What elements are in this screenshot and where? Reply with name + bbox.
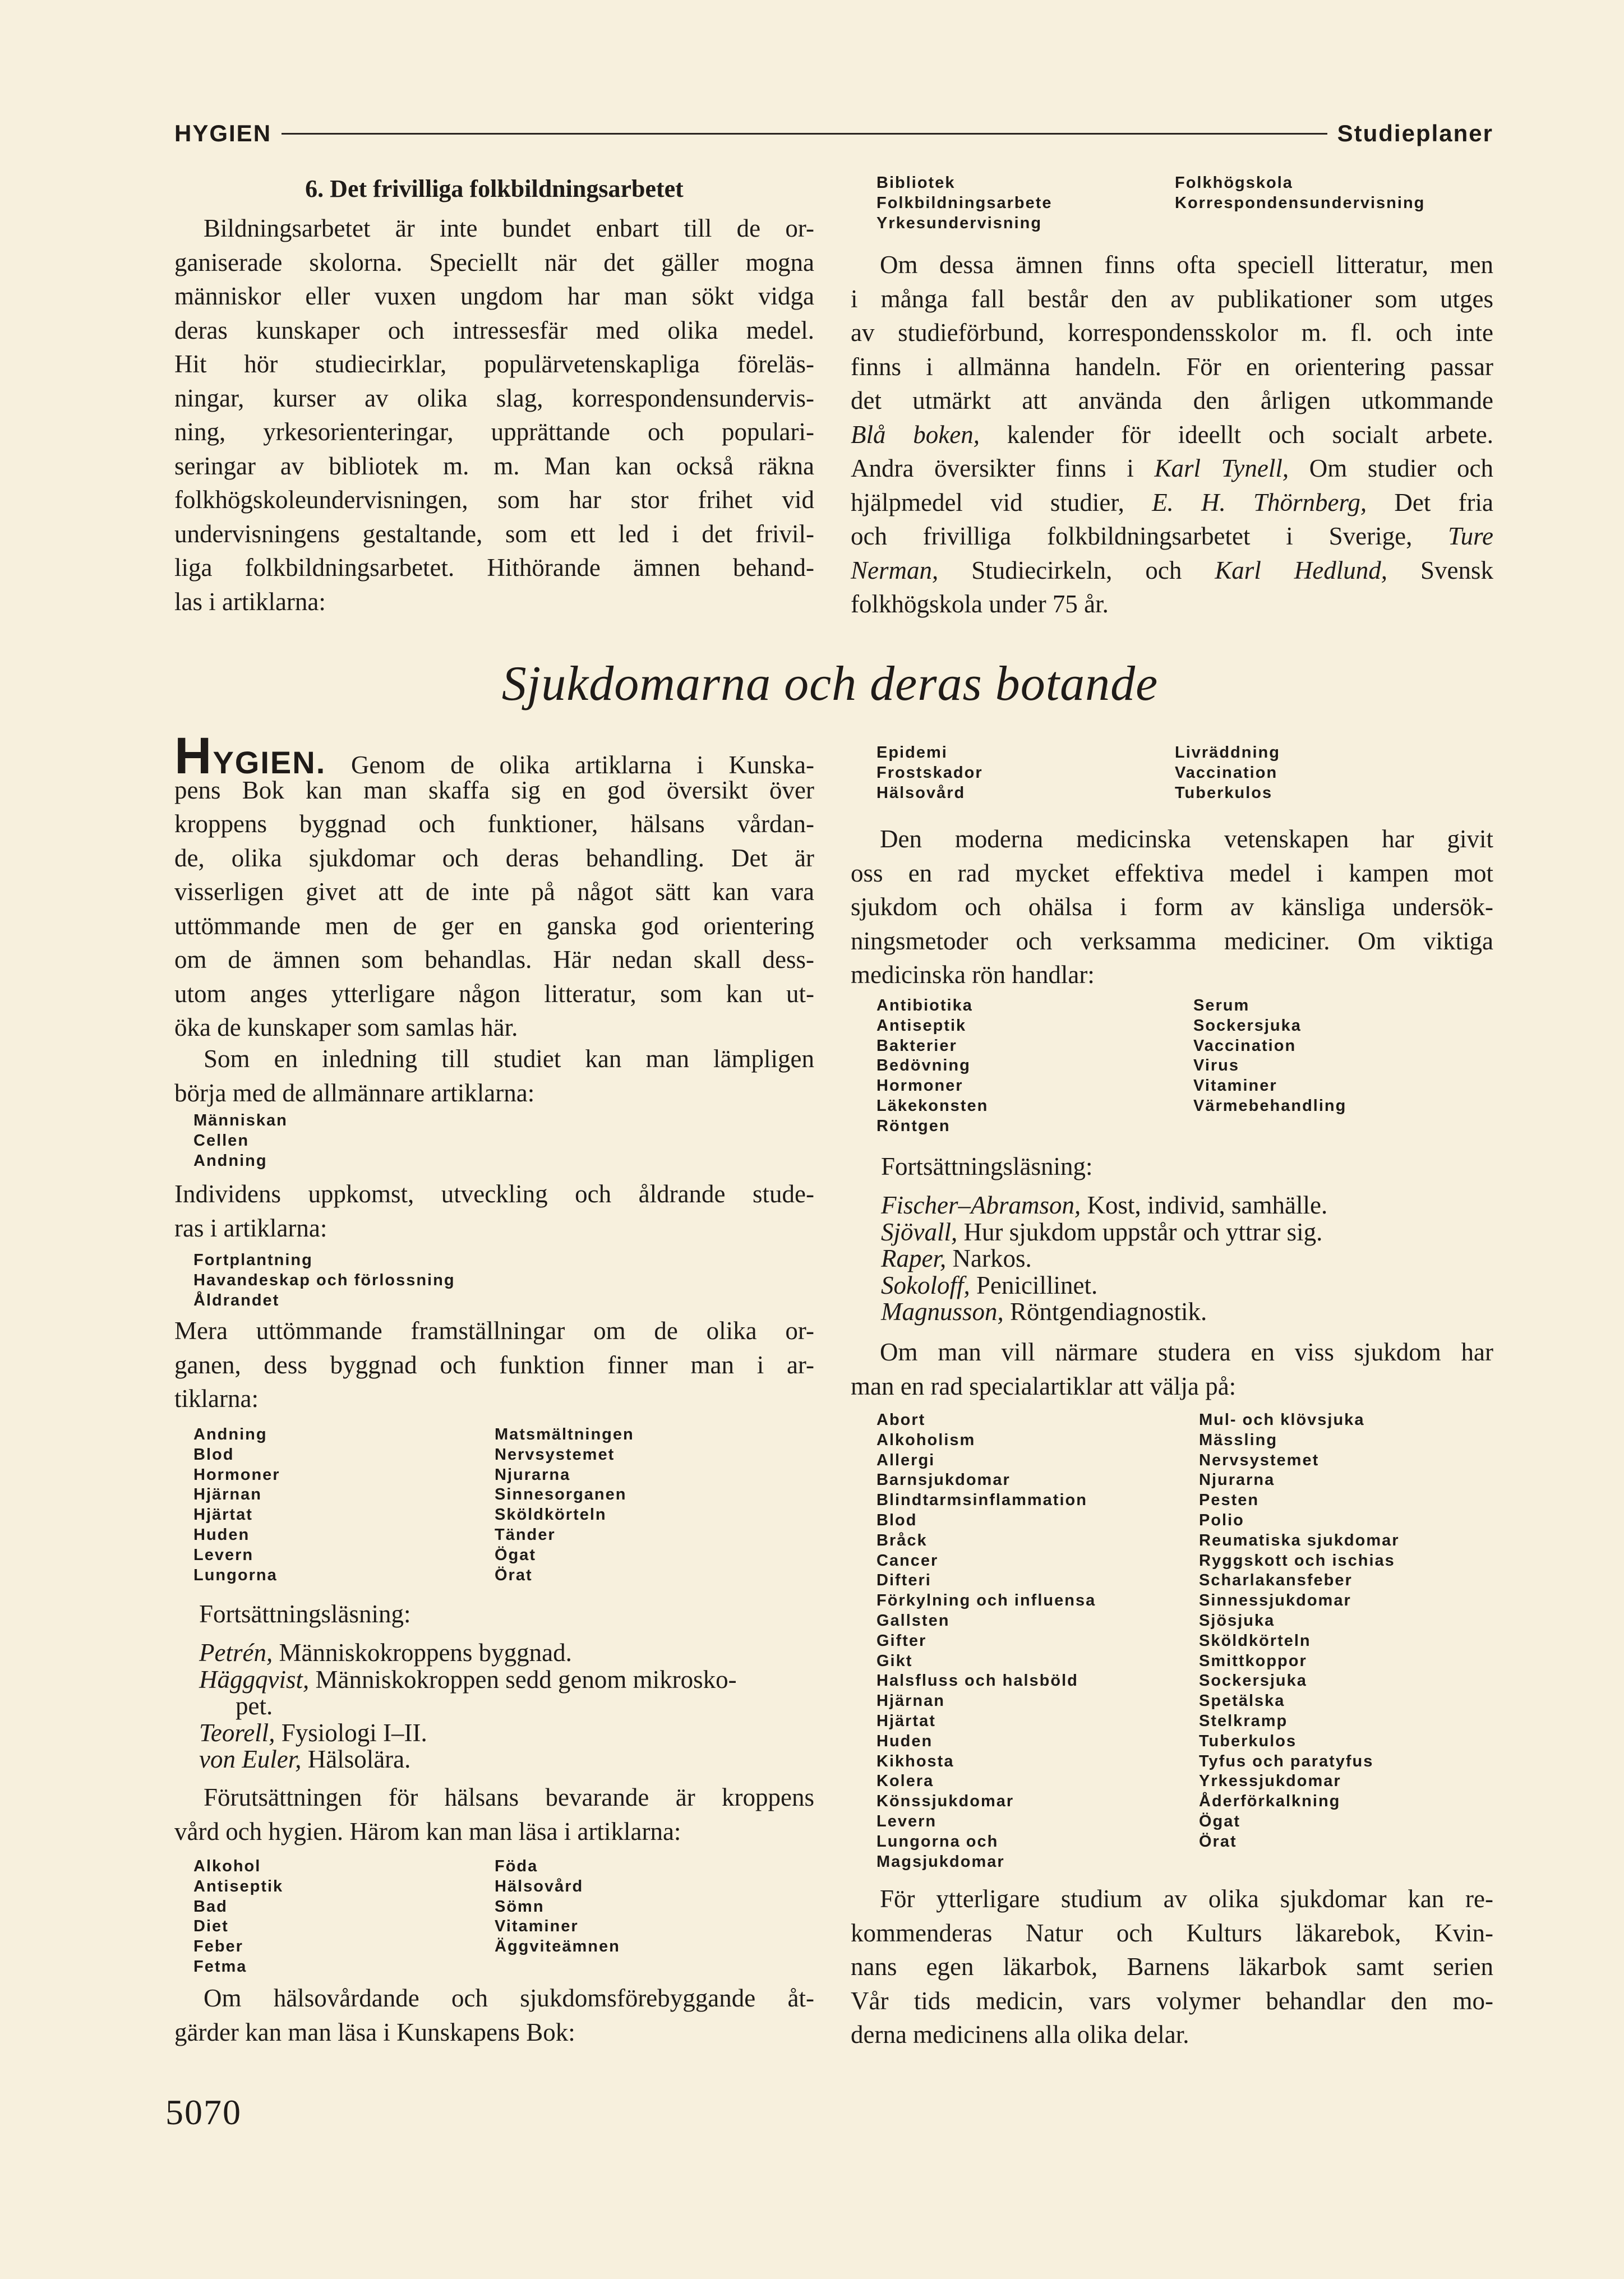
reference-item: [199, 1640, 737, 1667]
article-list: [876, 996, 1346, 1137]
italic-text: Nerman,: [851, 556, 939, 584]
list-item: Kolera: [876, 1772, 934, 1791]
list-item: Folkhögskola: [1175, 174, 1293, 192]
list-item: Föda: [495, 1857, 538, 1875]
text-line: ganen, dess byggnad och funktion finner man i ar-: [174, 1350, 814, 1379]
text-line: börja med de allmännare artiklarna:: [174, 1078, 535, 1107]
list-item: Yrkessjukdomar: [1199, 1772, 1341, 1791]
list-item: Örat: [1199, 1832, 1237, 1851]
text-line: [851, 451, 1493, 486]
article-column: [876, 1410, 1199, 1872]
text-segment: Hur sjukdom uppstår och yttrar sig.: [957, 1217, 1323, 1246]
article-column: [1199, 1410, 1400, 1872]
italic-text: Blå boken,: [851, 420, 980, 449]
text-line: medicinska rön handlar:: [851, 961, 1095, 989]
italic-text: Magnusson,: [881, 1298, 1004, 1326]
label-text: Fortsättningsläsning:: [881, 1152, 1093, 1180]
list-item: Sköldkörteln: [1199, 1631, 1311, 1650]
list-item: Cellen: [193, 1131, 250, 1150]
topic-column: [876, 173, 1175, 233]
list-item: Sjösjuka: [1199, 1611, 1275, 1630]
text-line: kroppens byggnad och funktioner, hälsans vårdan-: [174, 810, 814, 838]
list-item: Människan: [193, 1111, 288, 1129]
text-line: Hit hör studiecirklar, populärvetenskapliga föreläs-: [174, 350, 814, 378]
list-item: Stelkramp: [1199, 1711, 1288, 1730]
list-item: Örat: [495, 1566, 533, 1584]
text-line: deras kunskaper och intressesfär med olika medel.: [174, 316, 814, 344]
text-segment: Röntgendiagnostik.: [1003, 1298, 1207, 1326]
text-line: Om hälsovårdande och sjukdomsförebyggande åt-: [204, 1984, 814, 2012]
article-column: [876, 743, 1175, 803]
list-item: Hjärnan: [876, 1692, 945, 1710]
text-line: las i artiklarna:: [174, 587, 326, 616]
text-line: undervisningens gestaltande, som ett led i det frivil-: [174, 519, 814, 548]
reference-item: [881, 1272, 1327, 1299]
text-line: folkhögskoleundervisningen, som har stor frihet vid: [174, 486, 814, 514]
article-list: [193, 1251, 455, 1311]
list-item: Antiseptik: [876, 1016, 967, 1035]
article-column: [1193, 996, 1346, 1137]
text-line: [174, 727, 814, 785]
text-line: seringar av bibliotek m. m. Man kan också räkna: [174, 451, 814, 480]
text-line: liga folkbildningsarbetet. Hithörande ämnen behand-: [174, 553, 814, 582]
list-item: Lungorna: [193, 1566, 278, 1584]
list-item: Spetälska: [1199, 1692, 1285, 1710]
intro-paragraph: [174, 211, 814, 619]
list-item: Andning: [193, 1151, 267, 1170]
text-segment: Människokroppens byggnad.: [273, 1639, 572, 1667]
list-item: Sockersjuka: [1193, 1016, 1302, 1035]
list-item: Blindtarmsinflammation: [876, 1491, 1087, 1510]
list-item: Abort: [876, 1411, 926, 1429]
article-column: [1175, 743, 1280, 803]
header-title: Studieplaner: [1337, 120, 1493, 146]
list-item: Gallsten: [876, 1611, 950, 1630]
reference-item: [881, 1219, 1327, 1246]
italic-text: Raper,: [881, 1244, 947, 1272]
reference-item: [199, 1720, 737, 1747]
text-line: ningsmetoder och verksamma mediciner. Om viktiga: [851, 926, 1493, 955]
text-line: [851, 486, 1493, 520]
list-item: Allergi: [876, 1451, 935, 1469]
paragraph: [174, 1177, 814, 1245]
text-line: det utmärkt att använda den årligen utkommande: [851, 386, 1493, 414]
reference-item: [199, 1667, 737, 1694]
text-segment: och frivilliga folkbildningsarbetet i Sverige,: [851, 522, 1448, 550]
text-line: ras i artiklarna:: [174, 1214, 327, 1242]
list-item: Mässling: [1199, 1431, 1278, 1449]
running-header: [174, 115, 1493, 152]
text-line: Förutsättningen för hälsans bevarande är kroppens: [204, 1783, 814, 1811]
text-line: [851, 418, 1493, 452]
list-item: Tänder: [495, 1525, 556, 1544]
paragraph: [174, 1042, 814, 1110]
text-line: sjukdom och ohälsa i form av känsliga undersök-: [851, 893, 1493, 921]
lead-in-text: H: [174, 727, 213, 785]
list-item: Levern: [876, 1812, 937, 1830]
text-line: Vår tids medicin, vars volymer behandlar den mo-: [851, 1986, 1493, 2015]
italic-text: Ture: [1448, 522, 1493, 550]
section-heading: 6. Det frivilliga folkbildningsarbetet: [305, 175, 684, 202]
list-item: Vitaminer: [1193, 1077, 1277, 1095]
text-segment: Om studier och: [1289, 454, 1493, 482]
list-item: Sockersjuka: [1199, 1672, 1307, 1690]
article-list: [193, 1425, 634, 1585]
list-item: Vaccination: [1193, 1036, 1297, 1055]
paragraph: [174, 1314, 814, 1416]
intro-topic-list: [876, 173, 1425, 233]
list-item: Sinnesorganen: [495, 1485, 627, 1504]
italic-text: Sokoloff,: [881, 1271, 970, 1299]
italic-text: Sjövall,: [881, 1217, 958, 1246]
list-item: Feber: [193, 1937, 243, 1956]
list-item: Röntgen: [876, 1117, 951, 1135]
italic-text: E. H. Thörnberg,: [1152, 488, 1367, 516]
article-column: [193, 1425, 495, 1585]
text-segment: kalender för ideellt och socialt arbete.: [979, 420, 1494, 449]
italic-text: Karl Hedlund,: [1215, 556, 1388, 584]
list-item: Ögat: [495, 1546, 537, 1564]
text-line: ganiserade skolorna. Speciellt när det gäller mogna: [174, 248, 814, 276]
further-reading-label: [881, 1150, 1093, 1184]
italic-text: Petrén,: [199, 1639, 273, 1667]
text-line: För ytterligare studium av olika sjukdomar kan re-: [880, 1885, 1493, 1913]
list-item: Folkbildningsarbete: [876, 193, 1053, 212]
text-line: folkhögskola under 75 år.: [851, 590, 1109, 618]
text-segment: Det fria: [1367, 488, 1494, 516]
text-line: uttömmande men de ger en ganska god orientering: [174, 911, 814, 940]
section-name: HYGIEN: [174, 120, 272, 146]
list-item: Fetma: [193, 1957, 247, 1976]
text-line: av studieförbund, korrespondensskolor m. fl. och inte: [851, 319, 1493, 347]
list-item: Sköldkörteln: [495, 1506, 607, 1524]
list-item: Antiseptik: [193, 1877, 284, 1895]
text-line: ning, yrkesorienteringar, upprättande och populari-: [174, 418, 814, 446]
text-line: Om dessa ämnen finns ofta speciell litteratur, men: [880, 251, 1493, 279]
list-item: Mul- och klövsjuka: [1199, 1411, 1365, 1429]
list-item: Bibliotek: [876, 174, 956, 192]
text-line: Bildningsarbetet är inte bundet enbart till de or-: [204, 214, 814, 242]
hygien-intro-paragraph: [174, 727, 814, 1045]
paragraph: [174, 1981, 814, 2049]
list-item: Scharlakansfeber: [1199, 1571, 1353, 1590]
italic-text: Teorell,: [199, 1718, 275, 1747]
list-item: Ryggskott och ischias: [1199, 1551, 1395, 1570]
article-column: [495, 1425, 634, 1585]
disease-article-list: [876, 1410, 1400, 1872]
list-item: Fortplantning: [193, 1251, 313, 1269]
list-item: Värmebehandling: [1193, 1096, 1347, 1115]
list-item: Hjärnan: [193, 1485, 262, 1504]
text-line: [851, 519, 1493, 553]
text-line: gärder kan man läsa i Kunskapens Bok:: [174, 2018, 575, 2046]
reference-item: [881, 1245, 1327, 1272]
text-segment: Människokroppen sedd genom mikrosko-: [309, 1665, 737, 1694]
text-segment: Svensk: [1387, 556, 1493, 584]
reference-item: pet.: [236, 1692, 273, 1720]
article-column: [876, 996, 1193, 1137]
list-item: Njurarna: [495, 1465, 571, 1484]
text-line: utom anges ytterligare någon litteratur, som kan ut-: [174, 979, 814, 1008]
text-line: derna medicinens alla olika delar.: [851, 2020, 1189, 2049]
text-segment: Hälsolära.: [301, 1745, 411, 1773]
text-line: finns i allmänna handeln. För en orientering passar: [851, 352, 1493, 381]
text-line: kommenderas Natur och Kulturs läkarebok, Kvin-: [851, 1918, 1493, 1947]
list-item: Cancer: [876, 1551, 939, 1570]
text-line: Om man vill närmare studera en viss sjukdom har: [880, 1338, 1493, 1366]
text-segment: Penicillinet.: [970, 1271, 1098, 1299]
list-item: Serum: [1193, 997, 1250, 1014]
page-number: 5070: [165, 2092, 242, 2132]
list-item: Äggviteämnen: [495, 1937, 620, 1956]
lead-in-text: YGIEN.: [213, 745, 326, 780]
list-item: Bakterier: [876, 1036, 957, 1055]
text-line: nans egen läkarbok, Barnens läkarbok samt serien: [851, 1953, 1493, 1981]
list-item: Vitaminer: [495, 1917, 579, 1936]
further-reading-label: [199, 1597, 411, 1631]
list-item: Bad: [193, 1897, 228, 1916]
main-title: Sjukdomarna och deras botande: [501, 657, 1159, 711]
list-item: Andning: [193, 1425, 267, 1443]
list-item: Huden: [876, 1732, 933, 1750]
article-list: [193, 1111, 288, 1171]
text-line: i många fall består den av publikationer som utges: [851, 284, 1493, 313]
text-line: öka de kunskaper som samlas här.: [174, 1013, 518, 1041]
list-item: Difteri: [876, 1571, 931, 1590]
text-line: de, olika sjukdomar och deras behandling. Det är: [174, 843, 814, 872]
list-item: Huden: [193, 1525, 250, 1544]
list-item: Bråck: [876, 1531, 928, 1549]
literature-paragraph: [851, 248, 1493, 621]
list-item: Levern: [193, 1546, 254, 1564]
reference-item: [881, 1192, 1327, 1219]
list-item: Hjärtat: [876, 1711, 936, 1730]
text-line: människor eller vuxen ungdom har man sökt vidga: [174, 282, 814, 310]
list-item: Sinnessjukdomar: [1199, 1591, 1351, 1610]
list-item: Alkoholism: [876, 1431, 976, 1449]
text-line: tiklarna:: [174, 1385, 259, 1413]
list-item: Nervsystemet: [495, 1445, 615, 1464]
list-item: Gikt: [876, 1651, 913, 1670]
reference-item: [199, 1746, 737, 1773]
text-segment: Andra översikter finns i: [851, 454, 1155, 482]
list-item: Förkylning och influensa: [876, 1591, 1096, 1610]
text-line: Som en inledning till studiet kan man lämpligen: [204, 1045, 814, 1073]
list-item: Frostskador: [876, 763, 983, 782]
topic-column: [1175, 173, 1425, 233]
paragraph: [851, 1882, 1493, 2052]
reference-list: [881, 1192, 1327, 1326]
article-column: [495, 1857, 620, 1977]
list-item: Hormoner: [193, 1465, 280, 1484]
italic-text: Häggqvist,: [199, 1665, 310, 1694]
list-item: Gifter: [876, 1631, 927, 1650]
list-item: Hjärtat: [193, 1506, 253, 1524]
text-segment: hjälpmedel vid studier,: [851, 488, 1152, 516]
list-item: Ögat: [1199, 1812, 1241, 1830]
list-item: Hormoner: [876, 1077, 963, 1095]
list-item: Havandeskap och förlossning: [193, 1271, 455, 1289]
text-line: oss en rad mycket effektiva medel i kampen mot: [851, 859, 1493, 887]
list-item: Blod: [876, 1511, 917, 1529]
list-item: Alkohol: [193, 1857, 261, 1875]
list-item: Pesten: [1199, 1491, 1259, 1510]
article-column: [193, 1251, 455, 1311]
list-item: Matsmältningen: [495, 1425, 634, 1443]
label-text: Fortsättningsläsning:: [199, 1600, 411, 1628]
list-item: Tuberkulos: [1199, 1732, 1297, 1750]
article-column: [193, 1857, 495, 1977]
text-line: visserligen givet att de inte på något sätt kan vara: [174, 878, 814, 906]
list-item: Hälsovård: [876, 783, 966, 802]
list-item: Epidemi: [876, 744, 948, 762]
italic-text: Karl Tynell,: [1154, 454, 1289, 482]
reference-list: [199, 1640, 737, 1773]
list-item: Njurarna: [1199, 1471, 1275, 1489]
italic-text: von Euler,: [199, 1745, 302, 1773]
list-item: Halsfluss och halsböld: [876, 1672, 1078, 1690]
text-line: man en rad specialartiklar att välja på:: [851, 1372, 1237, 1400]
list-item: Tyfus och paratyfus: [1199, 1752, 1374, 1770]
text-line: [851, 553, 1493, 588]
list-item: Sömn: [495, 1897, 545, 1916]
text-line: Mera uttömmande framställningar om de olika or-: [174, 1317, 814, 1345]
list-item: Antibiotika: [876, 997, 973, 1014]
text-line: Individens uppkomst, utveckling och åldrande stude-: [174, 1180, 814, 1208]
list-item: Diet: [193, 1917, 229, 1936]
text-line: Den moderna medicinska vetenskapen har givit: [880, 825, 1493, 853]
text-line: vård och hygien. Härom kan man läsa i artiklarna:: [174, 1817, 681, 1846]
list-item: Kikhosta: [876, 1752, 954, 1770]
list-item: Virus: [1193, 1057, 1240, 1075]
paragraph: [851, 822, 1493, 992]
list-item: Barnsjukdomar: [876, 1471, 1011, 1489]
list-item: Lungorna och: [876, 1832, 999, 1851]
list-item: Korrespondensundervisning: [1175, 193, 1425, 212]
list-item: Smittkoppor: [1199, 1651, 1307, 1670]
header-rule: [282, 133, 1327, 135]
italic-text: Fischer–Abramson,: [881, 1191, 1081, 1219]
text-segment: Genom de olika artiklarna i Kunska-: [326, 751, 814, 779]
reference-item: [881, 1299, 1327, 1326]
article-column: [193, 1111, 288, 1171]
paragraph: [851, 1335, 1493, 1403]
text-segment: Studiecirkeln, och: [938, 556, 1215, 584]
text-line: ningar, kurser av olika slag, korrespondensundervis-: [174, 384, 814, 412]
text-segment: Narkos.: [946, 1244, 1032, 1272]
text-line: pens Bok kan man skaffa sig en god översikt över: [174, 776, 814, 804]
list-item: Yrkesundervisning: [876, 214, 1042, 232]
list-item: Läkekonsten: [876, 1096, 989, 1115]
list-item: Reumatiska sjukdomar: [1199, 1531, 1400, 1549]
list-item: Bedövning: [876, 1057, 971, 1075]
list-item: Vaccination: [1175, 763, 1278, 782]
paragraph: [174, 1780, 814, 1848]
list-item: Blod: [193, 1445, 234, 1464]
list-item: Åldrandet: [193, 1291, 280, 1309]
text-segment: Fysiologi I–II.: [275, 1718, 427, 1747]
list-item: Tuberkulos: [1175, 783, 1273, 802]
list-item: Åderförkalkning: [1199, 1792, 1341, 1811]
list-item: Magsjukdomar: [876, 1852, 1005, 1871]
list-item: Nervsystemet: [1199, 1451, 1320, 1469]
text-segment: Kost, individ, samhälle.: [1081, 1191, 1328, 1219]
list-item: Polio: [1199, 1511, 1244, 1529]
article-list: [193, 1857, 620, 1977]
list-item: Könssjukdomar: [876, 1792, 1014, 1811]
list-item: Hälsovård: [495, 1877, 584, 1895]
text-line: om de ämnen som behandlas. Här nedan skall dess-: [174, 945, 814, 974]
article-list: [876, 743, 1280, 803]
list-item: Livräddning: [1175, 744, 1280, 762]
